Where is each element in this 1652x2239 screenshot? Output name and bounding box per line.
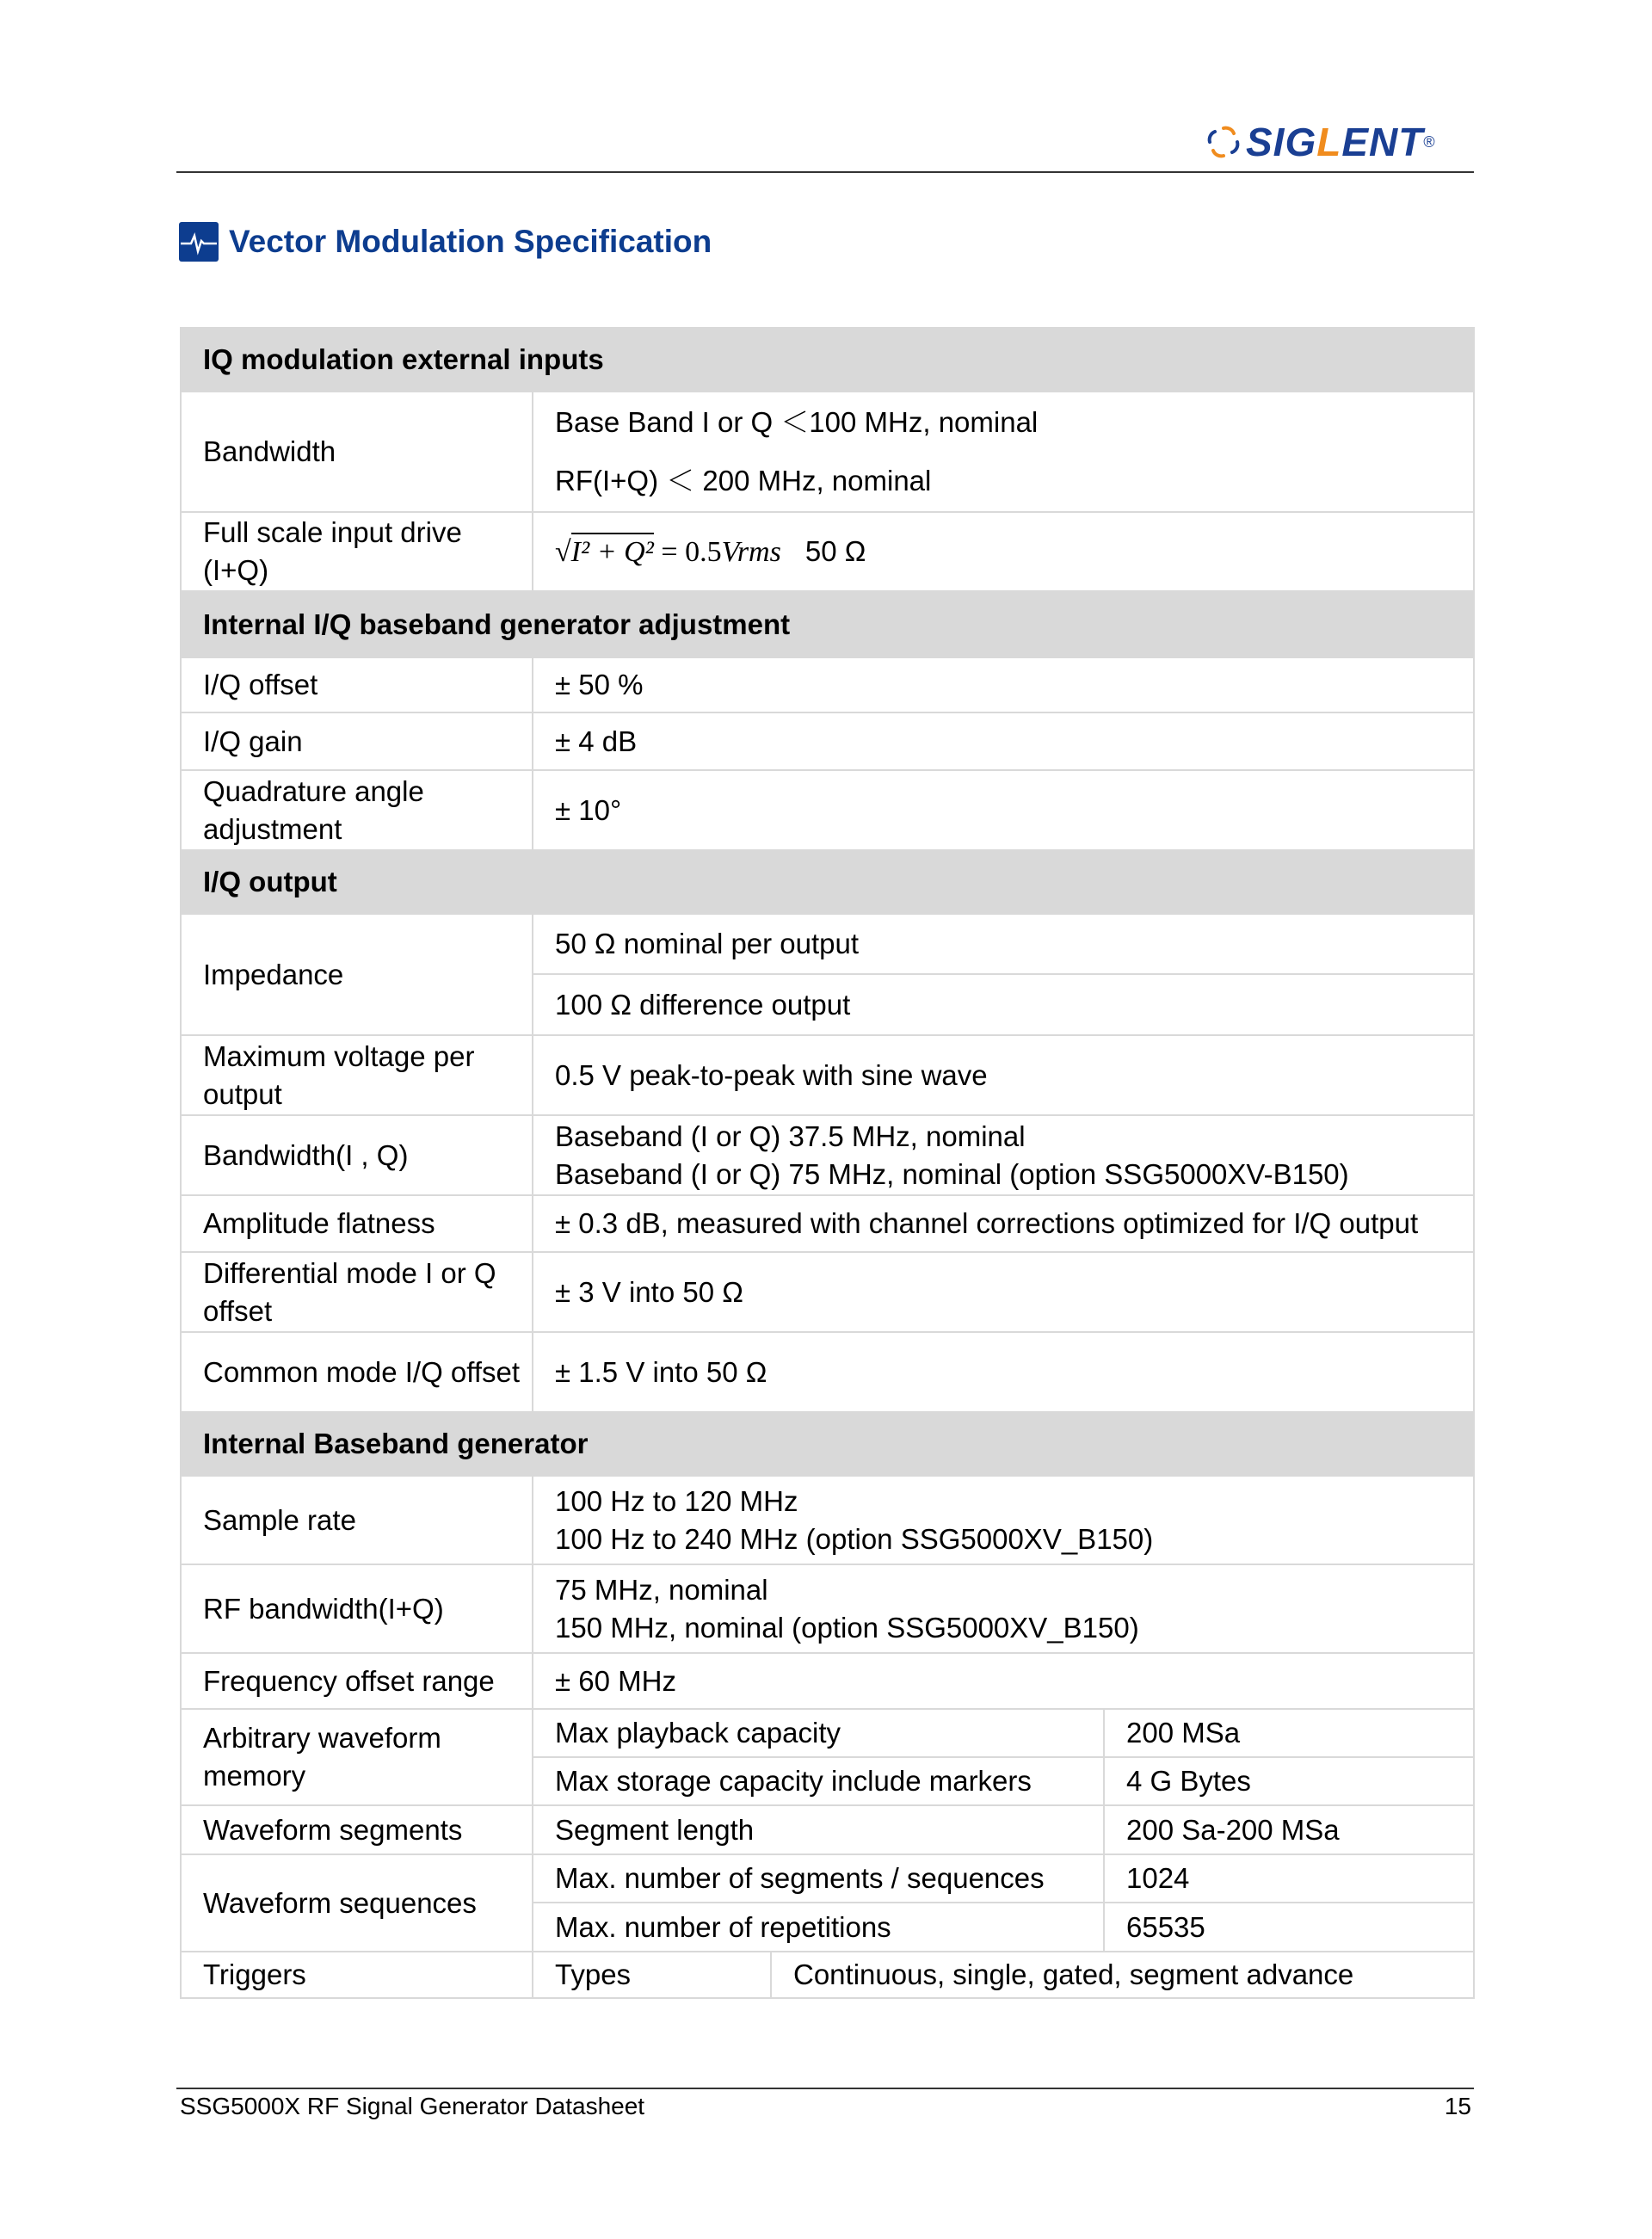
spec-label: RF bandwidth(I+Q) [181,1564,533,1653]
page-title: Vector Modulation Specification [229,224,712,259]
waveform-icon [179,222,219,262]
spec-label: Maximum voltage per output [181,1035,533,1115]
spec-key: Max. number of segments / sequences [533,1854,1104,1903]
spec-label: Sample rate [181,1476,533,1564]
spec-label: Bandwidth(I , Q) [181,1115,533,1195]
spec-value: ± 4 dB [533,712,1474,770]
spec-value: Baseband (I or Q) 37.5 MHz, nominal [555,1120,1026,1152]
spec-value: ± 50 % [533,657,1474,712]
spec-value: ± 3 V into 50 Ω [533,1252,1474,1332]
spec-label: I/Q gain [181,712,533,770]
spec-value: 1024 [1104,1854,1474,1903]
spec-value: 100 Ω difference output [533,974,1474,1035]
footer-rule [176,2088,1474,2089]
spec-label: Triggers [181,1952,533,1998]
spec-label: Amplitude flatness [181,1195,533,1252]
spec-table [180,327,1475,1999]
spec-value: ± 1.5 V into 50 Ω [533,1332,1474,1412]
spec-value: 4 G Bytes [1104,1757,1474,1805]
spec-label: Common mode I/Q offset [181,1332,533,1412]
spec-label: Impedance [181,914,533,1035]
spec-value: 150 MHz, nominal (option SSG5000XV_B150) [555,1611,1139,1644]
spec-value: ± 60 MHz [533,1653,1474,1709]
spec-label: Bandwidth [181,392,533,512]
section-header: Internal Baseband generator [181,1412,1474,1476]
spec-value: ± 0.3 dB, measured with channel corrections optimized for I/Q output [533,1195,1474,1252]
spec-key: Segment length [533,1805,1104,1854]
spec-value: 50 Ω nominal per output [533,914,1474,974]
spec-label: Differential mode I or Q offset [181,1252,533,1332]
section-header: I/Q output [181,850,1474,914]
spec-label: Quadrature angle adjustment [181,770,533,850]
footer-doc-title: SSG5000X RF Signal Generator Datasheet [180,2093,645,2119]
spec-value: RF(I+Q) ＜ 200 MHz, nominal [555,465,932,497]
siglent-logo: SIGLENT ® [1205,120,1435,163]
spec-value: Base Band I or Q ＜100 MHz, nominal [555,406,1039,438]
spec-value: 200 MSa [1104,1709,1474,1757]
spec-value: Continuous, single, gated, segment advance [771,1952,1474,1998]
spec-value: Baseband (I or Q) 75 MHz, nominal (option SSG5000XV-B150) [555,1157,1349,1190]
spec-key: Types [533,1952,771,1998]
spec-value: 200 Sa-200 MSa [1104,1805,1474,1854]
siglent-swirl-icon [1205,123,1242,161]
section-header: Internal I/Q baseband generator adjustment [181,591,1474,657]
spec-value: ± 10° [533,770,1474,850]
spec-label: Frequency offset range [181,1653,533,1709]
spec-key: Max playback capacity [533,1709,1104,1757]
spec-label: Full scale input drive (I+Q) [181,512,533,591]
spec-label: Arbitrary waveform memory [181,1709,533,1805]
spec-key: Max. number of repetitions [533,1903,1104,1952]
formula: √I² + Q² = 0.5Vrms [555,536,781,568]
spec-value: 100 Hz to 240 MHz (option SSG5000XV_B150) [555,1522,1154,1555]
section-title [179,222,712,262]
section-header: IQ modulation external inputs [181,328,1474,392]
header-rule [176,171,1474,173]
spec-value: 65535 [1104,1903,1474,1952]
page-number: 15 [1444,2093,1471,2119]
spec-value: 50 Ω [804,534,866,567]
spec-label: Waveform segments [181,1805,533,1854]
spec-label: I/Q offset [181,657,533,712]
spec-key: Max storage capacity include markers [533,1757,1104,1805]
spec-value: 75 MHz, nominal [555,1573,768,1606]
spec-value: 0.5 V peak-to-peak with sine wave [533,1035,1474,1115]
spec-value: 100 Hz to 120 MHz [555,1484,798,1517]
spec-label: Waveform sequences [181,1854,533,1952]
